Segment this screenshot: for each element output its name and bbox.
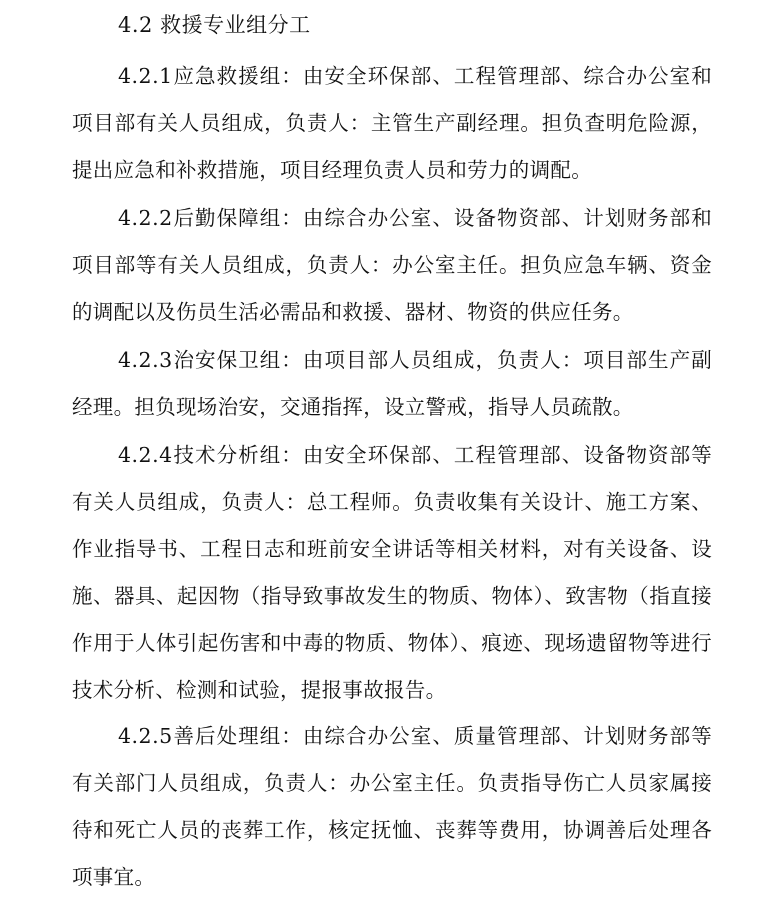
paragraph-text: 后勤保障组：由综合办公室、设备物资部、计划财务部和项目部等有关人员组成，负责人：办公室主任。担负应急车辆、资金的调配以及伤员生活必需品和救援、器材、物资的供应任务。 [72, 206, 712, 324]
paragraph-text: 技术分析组：由安全环保部、工程管理部、设备物资部等有关人员组成，负责人：总工程师。负责收集有关设计、施工方案、作业指导书、工程日志和班前安全讲话等相关材料，对有关设备、设施、器具、起因物（指导致事故发生的物质、物体）、致害物（指直接作用于人体引起伤害和中毒的物质、物体）、痕迹、现场遗留物等进行技术分析、检测和试验，提报事故报告。 [72, 443, 712, 702]
paragraph-aftermath-group [72, 713, 712, 901]
paragraph-emergency-rescue-group [72, 53, 712, 194]
paragraph-logistics-group [72, 195, 712, 336]
paragraph-number: 4.2.5 [118, 724, 173, 748]
section-heading: 4.2 救援专业组分工 [118, 13, 311, 37]
paragraph-security-group [72, 337, 712, 431]
paragraph-text: 善后处理组：由综合办公室、质量管理部、计划财务部等有关部门人员组成，负责人：办公室主任。负责指导伤亡人员家属接待和死亡人员的丧葬工作，核定抚恤、丧葬等费用，协调善后处理各项事宜。 [72, 724, 712, 889]
paragraph-text: 治安保卫组：由项目部人员组成，负责人：项目部生产副经理。担负现场治安，交通指挥，设立警戒，指导人员疏散。 [72, 348, 712, 419]
paragraph-number: 4.2.4 [118, 443, 173, 467]
paragraph-number: 4.2.3 [118, 348, 173, 372]
paragraph-number: 4.2.2 [118, 206, 173, 230]
paragraph-text: 应急救援组：由安全环保部、工程管理部、综合办公室和项目部有关人员组成，负责人：主管生产副经理。担负查明危险源，提出应急和补救措施，项目经理负责人员和劳力的调配。 [72, 64, 712, 182]
paragraph-technical-analysis-group [72, 432, 712, 714]
paragraph-number: 4.2.1 [118, 64, 173, 88]
